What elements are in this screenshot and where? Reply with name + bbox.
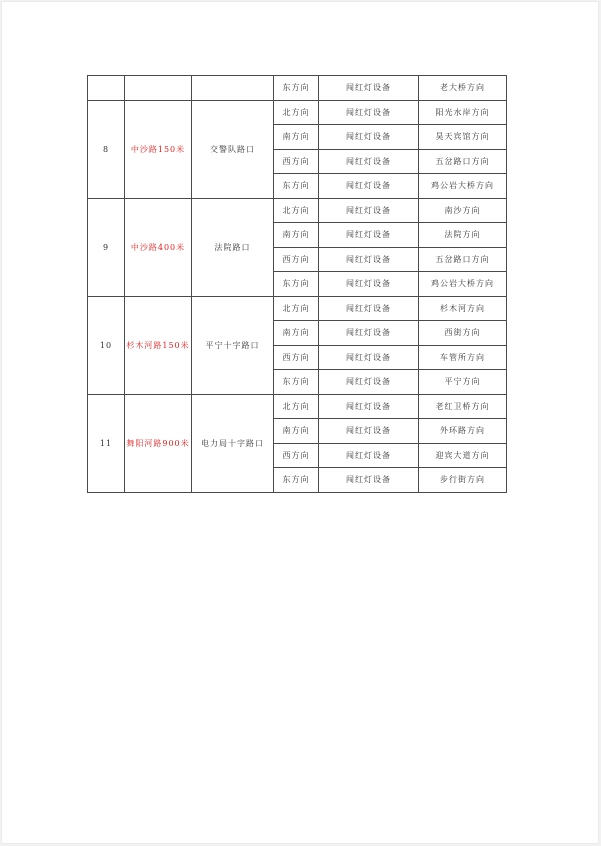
direction-cell: 东方向 <box>274 76 319 101</box>
direction-cell: 南方向 <box>274 223 319 248</box>
table-row <box>88 198 507 223</box>
direction-cell: 南方向 <box>274 419 319 444</box>
direction-cell: 东方向 <box>274 370 319 395</box>
intersection-cell: 法院路口 <box>192 198 274 296</box>
intersection-cell: 交警队路口 <box>192 100 274 198</box>
equipment-cell: 闯红灯设备 <box>319 223 419 248</box>
equipment-cell: 闯红灯设备 <box>319 198 419 223</box>
direction-cell: 北方向 <box>274 296 319 321</box>
target-direction-cell: 老大桥方向 <box>419 76 507 101</box>
target-direction-cell: 鸡公岩大桥方向 <box>419 174 507 199</box>
road-cell <box>125 76 192 101</box>
direction-cell: 西方向 <box>274 247 319 272</box>
direction-cell: 东方向 <box>274 272 319 297</box>
target-direction-cell: 老红卫桥方向 <box>419 394 507 419</box>
number-cell <box>88 76 125 101</box>
target-direction-cell: 法院方向 <box>419 223 507 248</box>
direction-cell: 北方向 <box>274 100 319 125</box>
target-direction-cell: 外环路方向 <box>419 419 507 444</box>
direction-cell: 南方向 <box>274 125 319 150</box>
target-direction-cell: 平宁方向 <box>419 370 507 395</box>
road-cell: 杉木河路150米 <box>125 296 192 394</box>
intersection-cell <box>192 76 274 101</box>
direction-cell: 北方向 <box>274 198 319 223</box>
number-cell: 11 <box>88 394 125 492</box>
equipment-cell: 闯红灯设备 <box>319 394 419 419</box>
equipment-cell: 闯红灯设备 <box>319 321 419 346</box>
intersection-cell: 平宁十字路口 <box>192 296 274 394</box>
document-page <box>2 2 598 843</box>
equipment-cell: 闯红灯设备 <box>319 149 419 174</box>
equipment-cell: 闯红灯设备 <box>319 419 419 444</box>
target-direction-cell: 杉木河方向 <box>419 296 507 321</box>
target-direction-cell: 南沙方向 <box>419 198 507 223</box>
camera-location-table <box>87 75 507 493</box>
target-direction-cell: 昊天宾馆方向 <box>419 125 507 150</box>
equipment-cell: 闯红灯设备 <box>319 370 419 395</box>
direction-cell: 南方向 <box>274 321 319 346</box>
number-cell: 9 <box>88 198 125 296</box>
direction-cell: 西方向 <box>274 443 319 468</box>
table-row <box>88 296 507 321</box>
equipment-cell: 闯红灯设备 <box>319 174 419 199</box>
equipment-cell: 闯红灯设备 <box>319 443 419 468</box>
direction-cell: 西方向 <box>274 345 319 370</box>
equipment-cell: 闯红灯设备 <box>319 76 419 101</box>
equipment-cell: 闯红灯设备 <box>319 100 419 125</box>
target-direction-cell: 五岔路口方向 <box>419 149 507 174</box>
equipment-cell: 闯红灯设备 <box>319 272 419 297</box>
direction-cell: 西方向 <box>274 149 319 174</box>
table-row <box>88 76 507 101</box>
direction-cell: 东方向 <box>274 468 319 493</box>
number-cell: 8 <box>88 100 125 198</box>
equipment-cell: 闯红灯设备 <box>319 125 419 150</box>
road-cell: 中沙路150米 <box>125 100 192 198</box>
target-direction-cell: 步行街方向 <box>419 468 507 493</box>
target-direction-cell: 西街方向 <box>419 321 507 346</box>
road-cell: 舞阳河路900米 <box>125 394 192 492</box>
target-direction-cell: 五岔路口方向 <box>419 247 507 272</box>
target-direction-cell: 车管所方向 <box>419 345 507 370</box>
table-row <box>88 394 507 419</box>
target-direction-cell: 阳光水岸方向 <box>419 100 507 125</box>
direction-cell: 北方向 <box>274 394 319 419</box>
equipment-cell: 闯红灯设备 <box>319 468 419 493</box>
table-row <box>88 100 507 125</box>
direction-cell: 东方向 <box>274 174 319 199</box>
number-cell: 10 <box>88 296 125 394</box>
intersection-cell: 电力局十字路口 <box>192 394 274 492</box>
target-direction-cell: 迎宾大道方向 <box>419 443 507 468</box>
equipment-cell: 闯红灯设备 <box>319 247 419 272</box>
target-direction-cell: 鸡公岩大桥方向 <box>419 272 507 297</box>
road-cell: 中沙路400米 <box>125 198 192 296</box>
equipment-cell: 闯红灯设备 <box>319 296 419 321</box>
equipment-cell: 闯红灯设备 <box>319 345 419 370</box>
